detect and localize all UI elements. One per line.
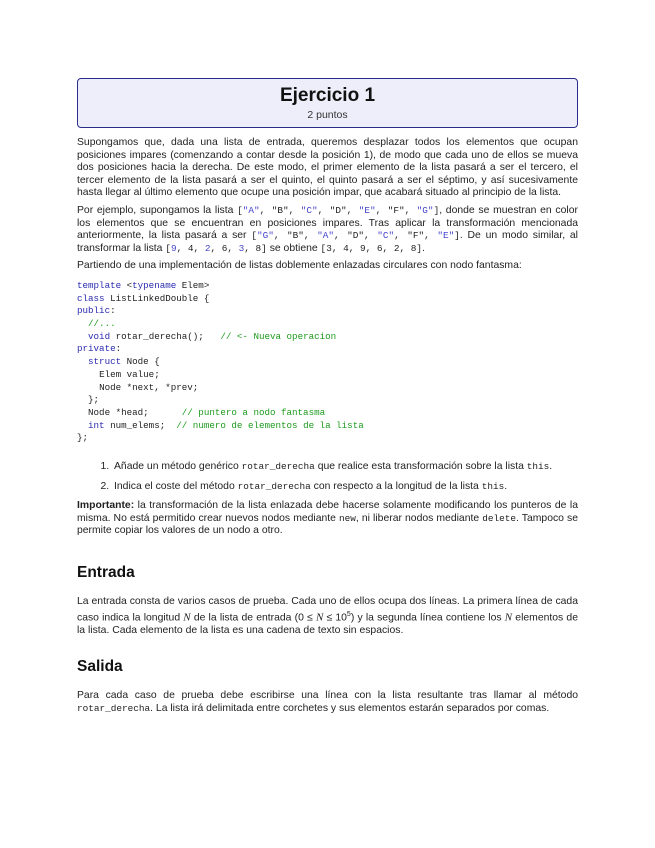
- intro-paragraph-1: Supongamos que, dada una lista de entrada, queremos desplazar todos los elementos que ocupan posiciones impares (comenzando a contar desde la posición 1), de modo que cada uno de ellos se mueva dos posiciones hacia la derecha. De este modo, el primer elemento de la lista pasará a ser el tercero, el tercer elemento de la lista pasará a ser el quinto, el quinto pasará a ser el séptimo, y así sucesivamente hasta llegar al último elemento que ocupe una posición impar, que acabará situado al principio de la lista.: [77, 137, 578, 199]
- salida-paragraph: Para cada caso de prueba debe escribirse una línea con la lista resultante tras llamar al método rotar_derecha. La lista irá delimitada entre corchetes y sus elementos estarán separados por comas.: [77, 690, 578, 714]
- task-item-1: 1. Añade un método genérico rotar_derecha que realice esta transformación sobre la lista this.: [112, 461, 578, 474]
- task-item-2: 2. Indica el coste del método rotar_derecha con respecto a la longitud de la lista this.: [112, 481, 578, 494]
- document-page: [77, 78, 578, 715]
- code-block: template <typename Elem> class ListLinkedDouble { public: //... void rotar_derecha(); // <- Nueva operacion private: struct Node { Elem value; Node *next, *prev; }; Node *head; // puntero a nodo fantasma int num_elems; // numero de elementos de la lista };: [77, 279, 364, 444]
- entrada-paragraph: La entrada consta de varios casos de prueba. Cada uno de ellos ocupa dos líneas. La primera línea de cada caso indica la longitud N de la lista de entrada $(0 \le N \le 10^5)$ y la segunda línea contiene los N elementos de la lista. Cada elemento de la lista es una cadena de texto sin espacios.: [77, 596, 578, 636]
- task-list: [77, 461, 578, 493]
- example-list-3: [9, 4, 2, 6, 3, 8]: [165, 242, 267, 254]
- exercise-points: 2 puntos: [307, 109, 348, 121]
- intro-paragraph-3: Partiendo de una implementación de listas doblemente enlazadas circulares con nodo fantasma:: [77, 260, 522, 272]
- important-note: Importante: la transformación de la lista enlazada debe hacerse solamente modificando los punteros de la misma. No está permitido crear nuevos nodos mediante new, ni liberar nodos mediante delete. Tampoco se permite copiar los valores de un nodo a otro.: [77, 500, 578, 537]
- example-list-4: [3, 4, 9, 6, 2, 8]: [320, 242, 422, 254]
- section-heading-salida: Salida: [77, 658, 123, 676]
- intro-paragraph-2: Por ejemplo, supongamos la lista ["A", "B", "C", "D", "E", "F", "G"], donde se muestran en color los elementos que se encuentran en posiciones impares. Tras aplicar la transformación mencionada anteriormente, la lista pasará a ser ["G", "B", "A", "D", "C", "F", "E"]. De un modo similar, al transformar la lista [9, 4, 2, 6, 3, 8] se obtiene [3, 4, 9, 6, 2, 8].: [77, 204, 578, 254]
- exercise-header: [77, 78, 578, 128]
- example-list-2: ["G", "B", "A", "D", "C", "F", "E"]: [251, 230, 460, 242]
- example-list-1: ["A", "B", "C", "D", "E", "F", "G"]: [237, 204, 440, 216]
- exercise-title: Ejercicio 1: [279, 85, 376, 106]
- section-heading-entrada: Entrada: [77, 564, 135, 582]
